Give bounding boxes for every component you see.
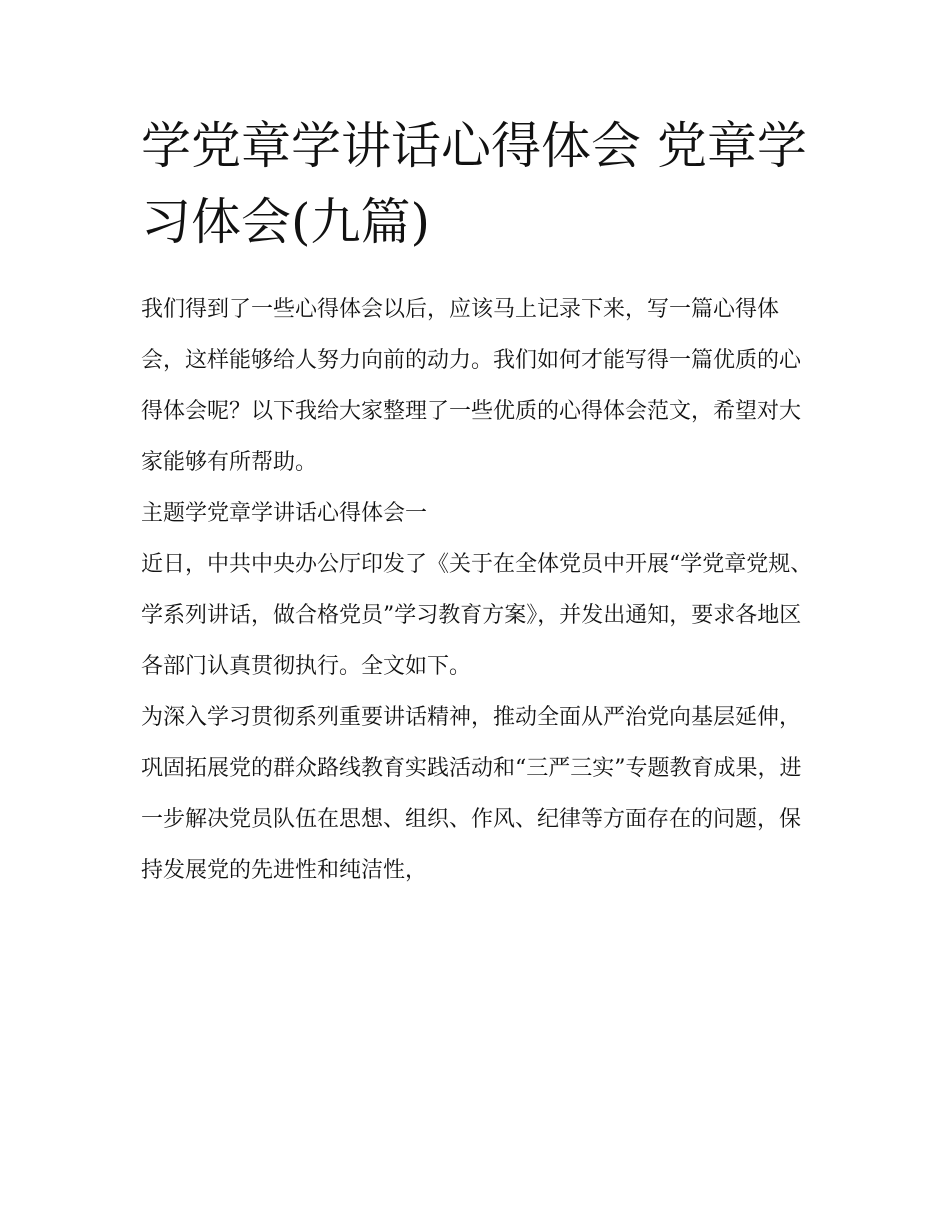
section-heading: 主题学党章学讲话心得体会一 — [141, 501, 428, 526]
body-paragraph: 近日，中共中央办公厅印发了《关于在全体党员中开展“学党章党规、学系列讲话，做合格党员”学习教育方案》，并发出通知，要求各地区各部门认真贯彻执行。全文如下。 — [141, 552, 813, 679]
document-body — [141, 108, 817, 896]
intro-paragraph: 我们得到了一些心得体会以后，应该马上记录下来，写一篇心得体会，这样能够给人努力向前的动力。我们如何才能写得一篇优质的心得体会呢？以下我给大家整理了一些优质的心得体会范文，希望对大家能够有所帮助。 — [141, 297, 802, 475]
document-title: 学党章学讲话心得体会 党章学习体会(九篇) — [141, 117, 807, 251]
body-paragraph: 为深入学习贯彻系列重要讲话精神，推动全面从严治党向基层延伸，巩固拓展党的群众路线教育实践活动和“三严三实”专题教育成果，进一步解决党员队伍在思想、组织、作风、纪律等方面存在的问题，保持发展党的先进性和纯洁性， — [141, 705, 802, 883]
